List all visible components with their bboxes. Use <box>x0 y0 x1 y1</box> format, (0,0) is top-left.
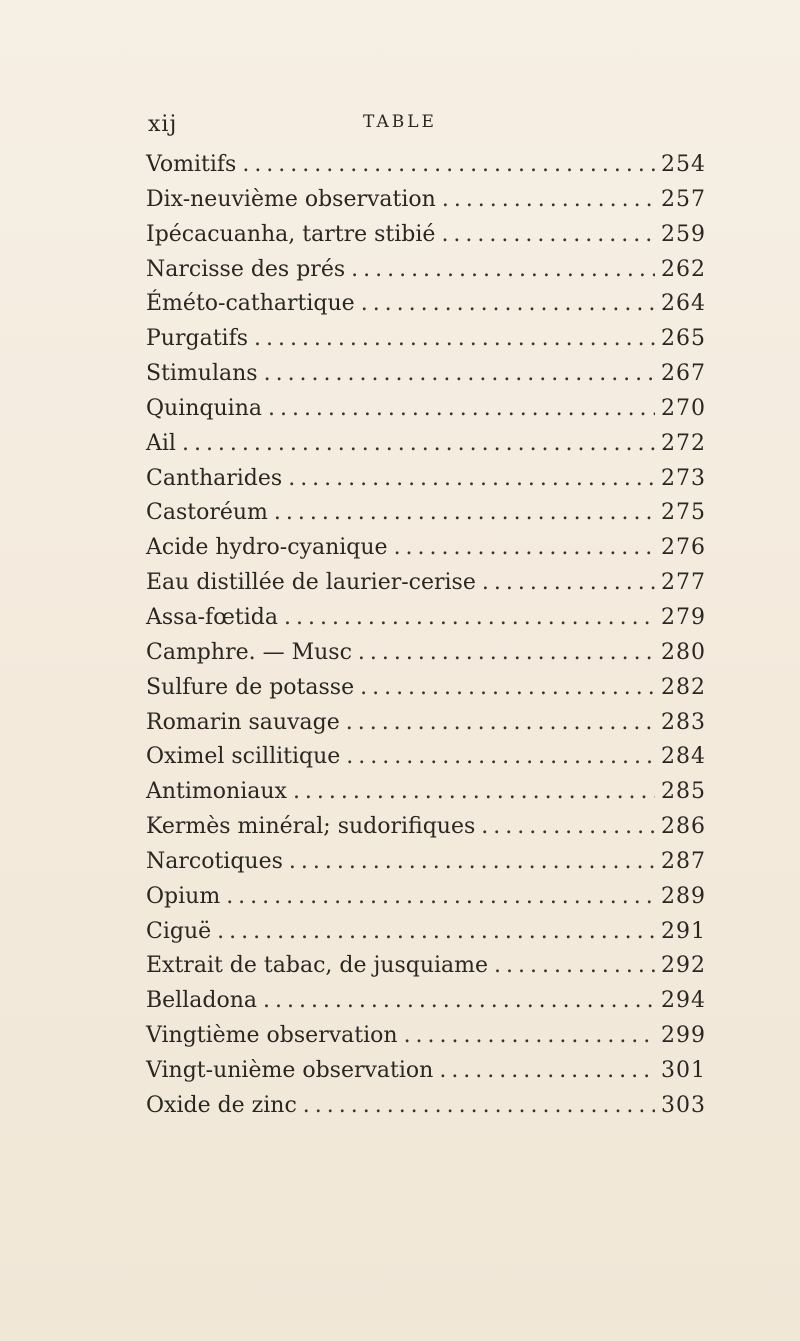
toc-entry-title: Stimulans <box>146 361 258 387</box>
dot-leader <box>394 531 655 565</box>
toc-entry-page: 289 <box>661 883 706 909</box>
dot-leader <box>242 148 655 182</box>
page-number: xij <box>148 112 178 137</box>
toc-entry <box>146 949 706 984</box>
dot-leader <box>358 636 655 670</box>
toc-entry-page: 264 <box>661 291 706 317</box>
dot-leader <box>482 566 655 600</box>
dot-leader <box>284 601 655 635</box>
toc-entry-page: 257 <box>661 186 706 212</box>
toc-entry <box>146 775 706 810</box>
toc-entry-page: 273 <box>661 465 706 491</box>
dot-leader <box>254 322 655 356</box>
toc-entry-title: Quinquina <box>146 395 262 421</box>
toc-entry-title: Castoréum <box>146 500 268 526</box>
toc-entry-title: Oxide de zinc <box>146 1092 297 1118</box>
toc-entry <box>146 462 706 497</box>
toc-entry-page: 282 <box>661 674 706 700</box>
toc-entry-title: Acide hydro-cyanique <box>146 535 388 561</box>
toc-entry-page: 299 <box>661 1023 706 1049</box>
toc-entry-page: 267 <box>661 361 706 387</box>
dot-leader <box>404 1019 655 1053</box>
toc-entry-page: 283 <box>661 709 706 735</box>
toc-entry-title: Belladona <box>146 988 257 1014</box>
toc-entry-page: 292 <box>661 953 706 979</box>
toc-entry <box>146 392 706 427</box>
toc-entry <box>146 1089 706 1124</box>
toc-entry-title: Kermès minéral; sudorifiques <box>146 814 476 840</box>
dot-leader <box>274 496 655 530</box>
toc-entry-title: Ail <box>146 430 176 456</box>
dot-leader <box>441 218 655 252</box>
page-header <box>0 112 800 140</box>
toc-entry-page: 277 <box>661 570 706 596</box>
toc-entry <box>146 915 706 950</box>
toc-entry-page: 285 <box>661 779 706 805</box>
toc-entry <box>146 706 706 741</box>
toc-entry-title: Cantharides <box>146 465 283 491</box>
toc-entry-title: Vomitifs <box>146 152 237 177</box>
toc-entry-page: 301 <box>661 1057 706 1083</box>
toc-entry <box>146 740 706 775</box>
toc-entry <box>146 253 706 288</box>
dot-leader <box>346 740 655 774</box>
toc-entry-page: 286 <box>661 814 706 840</box>
toc-entry <box>146 845 706 880</box>
toc-entry-page: 294 <box>661 988 706 1014</box>
toc-entry-title: Opium <box>146 883 221 909</box>
toc-entry-page: 272 <box>661 430 706 456</box>
dot-leader <box>293 775 655 809</box>
toc-entry <box>146 880 706 915</box>
toc-entry-title: Antimoniaux <box>146 779 287 805</box>
dot-leader <box>288 462 655 496</box>
dot-leader <box>217 915 655 949</box>
toc-entry-title: Narcisse des prés <box>146 256 346 282</box>
toc-entry <box>146 531 706 566</box>
dot-leader <box>264 357 655 391</box>
dot-leader <box>182 427 655 461</box>
toc-entry <box>146 636 706 671</box>
toc-entry-page: 280 <box>661 639 706 665</box>
toc-entry-page: 291 <box>661 918 706 944</box>
toc-entry-title: Narcotiques <box>146 848 283 874</box>
dot-leader <box>351 253 655 287</box>
toc-entry-page: 284 <box>661 744 706 770</box>
toc-entry-title: Assa-fœtida <box>146 604 278 630</box>
dot-leader <box>263 984 655 1018</box>
toc-entry-page: 287 <box>661 848 706 874</box>
toc-entry <box>146 427 706 462</box>
toc-entry-title: Extrait de tabac, de jusquiame <box>146 953 489 979</box>
toc-entry-page: 270 <box>661 395 706 421</box>
dot-leader <box>439 1054 655 1088</box>
toc-entry-page: 303 <box>661 1092 706 1118</box>
dot-leader <box>303 1089 655 1123</box>
toc-entry-title: Camphre. — Musc <box>146 639 352 665</box>
table-of-contents <box>146 148 706 1124</box>
toc-entry-page: 276 <box>661 535 706 561</box>
toc-entry-title: Purgatifs <box>146 326 248 352</box>
toc-entry <box>146 357 706 392</box>
toc-entry <box>146 1019 706 1054</box>
toc-entry <box>146 183 706 218</box>
toc-entry <box>146 287 706 322</box>
toc-entry <box>146 322 706 357</box>
toc-entry <box>146 148 706 183</box>
toc-entry <box>146 671 706 706</box>
toc-entry <box>146 984 706 1019</box>
toc-entry-title: Ipécacuanha, tartre stibié <box>146 221 436 247</box>
dot-leader <box>361 287 655 321</box>
toc-entry <box>146 1054 706 1089</box>
toc-entry-title: Romarin sauvage <box>146 709 340 735</box>
running-head: TABLE <box>363 112 437 132</box>
dot-leader <box>346 706 655 740</box>
toc-entry <box>146 496 706 531</box>
toc-entry-title: Dix-neuvième observation <box>146 186 436 212</box>
toc-entry <box>146 566 706 601</box>
toc-entry-page: 279 <box>661 604 706 630</box>
dot-leader <box>268 392 655 426</box>
toc-entry-page: 254 <box>661 152 706 177</box>
toc-entry <box>146 810 706 845</box>
dot-leader <box>289 845 655 879</box>
toc-entry-title: Vingt-unième observation <box>146 1057 434 1083</box>
toc-entry-title: Ciguë <box>146 918 212 944</box>
dot-leader <box>481 810 655 844</box>
toc-entry-title: Eau distillée de laurier-cerise <box>146 570 476 596</box>
toc-entry-title: Sulfure de potasse <box>146 674 355 700</box>
dot-leader <box>360 671 655 705</box>
toc-entry-page: 275 <box>661 500 706 526</box>
toc-entry-title: Vingtième observation <box>146 1023 398 1049</box>
toc-entry-title: Éméto-cathartique <box>146 291 355 317</box>
toc-entry-title: Oximel scillitique <box>146 744 341 770</box>
toc-entry-page: 265 <box>661 326 706 352</box>
toc-entry <box>146 218 706 253</box>
dot-leader <box>494 949 655 983</box>
toc-entry-page: 259 <box>661 221 706 247</box>
dot-leader <box>226 880 655 914</box>
dot-leader <box>442 183 655 217</box>
toc-entry <box>146 601 706 636</box>
toc-entry-page: 262 <box>661 256 706 282</box>
